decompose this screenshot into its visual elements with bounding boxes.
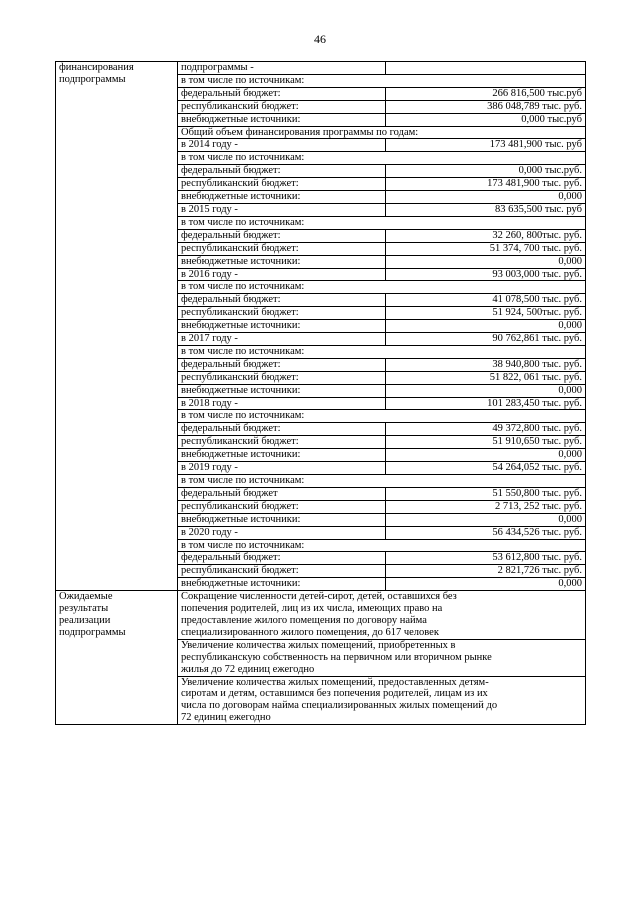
financing-amount: 83 635,500 тыс. руб xyxy=(386,203,586,216)
financing-amount: 0,000 xyxy=(386,255,586,268)
expected-result-line: республиканскую собственность на первичном или вторичном рынке xyxy=(181,651,492,663)
expected-result-line: специализированного жилого помещения, до 617 человек xyxy=(181,626,439,638)
financing-amount: 0,000 xyxy=(386,513,586,526)
financing-amount: 386 048,789 тыс. руб. xyxy=(386,100,586,113)
expected-result-line: Сокращение численности детей-сирот, детей, оставшихся без xyxy=(181,591,457,603)
financing-amount: 0,000 тыс.руб. xyxy=(386,165,586,178)
results-label-line: реализации xyxy=(59,614,111,626)
financing-source-label: федеральный бюджет: xyxy=(178,423,386,436)
results-label-line: Ожидаемые xyxy=(59,591,113,603)
financing-source-label: в том числе по источникам: xyxy=(178,74,586,87)
financing-amount: 53 612,800 тыс. руб. xyxy=(386,552,586,565)
expected-result-line: Увеличение количества жилых помещений, приобретенных в xyxy=(181,639,456,651)
expected-result-text xyxy=(178,639,586,676)
financing-amount: 101 283,450 тыс. руб. xyxy=(386,397,586,410)
financing-amount: 0,000 xyxy=(386,578,586,591)
financing-source-label: в том числе по источникам: xyxy=(178,345,586,358)
financing-source-label: Общий объем финансирования программы по годам: xyxy=(178,126,586,139)
financing-amount: 0,000 xyxy=(386,191,586,204)
financing-source-label: внебюджетные источники: xyxy=(178,113,386,126)
financing-amount xyxy=(386,62,586,75)
financing-amount: 93 003,000 тыс. руб. xyxy=(386,268,586,281)
financing-source-label: внебюджетные источники: xyxy=(178,191,386,204)
financing-source-label: федеральный бюджет: xyxy=(178,358,386,371)
financing-amount: 51 822, 061 тыс. руб. xyxy=(386,371,586,384)
financing-amount: 51 374, 700 тыс. руб. xyxy=(386,242,586,255)
financing-source-label: в 2015 году - xyxy=(178,203,386,216)
result-row xyxy=(56,591,586,640)
program-table xyxy=(55,61,586,725)
financing-amount: 54 264,052 тыс. руб. xyxy=(386,462,586,475)
expected-result-line: числа по договорам найма специализированных жилых помещений до xyxy=(181,700,498,712)
financing-source-label: внебюджетные источники: xyxy=(178,384,386,397)
financing-source-label: федеральный бюджет: xyxy=(178,552,386,565)
financing-source-label: подпрограммы - xyxy=(178,62,386,75)
financing-label-line: подпрограммы xyxy=(59,73,126,85)
financing-source-label: внебюджетные источники: xyxy=(178,513,386,526)
financing-source-label: республиканский бюджет: xyxy=(178,100,386,113)
results-label-line: результаты xyxy=(59,603,109,615)
financing-source-label: в 2014 году - xyxy=(178,139,386,152)
expected-result-text xyxy=(178,676,586,725)
financing-source-label: республиканский бюджет: xyxy=(178,565,386,578)
financing-source-label: внебюджетные источники: xyxy=(178,449,386,462)
financing-amount: 51 910,650 тыс. руб. xyxy=(386,436,586,449)
financing-source-label: федеральный бюджет: xyxy=(178,229,386,242)
expected-result-line: сиротам и детям, оставшимся без попечения родителей, лицам из их xyxy=(181,688,488,700)
financing-source-label: республиканский бюджет: xyxy=(178,307,386,320)
financing-amount: 32 260, 800тыс. руб. xyxy=(386,229,586,242)
financing-amount: 51 924, 500тыс. руб. xyxy=(386,307,586,320)
financing-source-label: в том числе по источникам: xyxy=(178,216,586,229)
financing-amount: 2 821,726 тыс. руб. xyxy=(386,565,586,578)
financing-amount: 0,000 тыс.руб xyxy=(386,113,586,126)
expected-result-line: предоставление жилого помещения по договору найма xyxy=(181,614,427,626)
financing-amount: 2 713, 252 тыс. руб. xyxy=(386,500,586,513)
expected-result-line: попечения родителей, лиц из их числа, имеющих право на xyxy=(181,603,443,615)
expected-result-line: Увеличение количества жилых помещений, предоставленных детям- xyxy=(181,676,489,688)
financing-source-label: республиканский бюджет: xyxy=(178,500,386,513)
page-number: 46 xyxy=(314,32,326,46)
financing-amount: 0,000 xyxy=(386,384,586,397)
financing-amount: 41 078,500 тыс. руб. xyxy=(386,294,586,307)
financing-source-label: республиканский бюджет: xyxy=(178,242,386,255)
financing-source-label: в том числе по источникам: xyxy=(178,152,586,165)
financing-amount: 49 372,800 тыс. руб. xyxy=(386,423,586,436)
financing-amount: 38 940,800 тыс. руб. xyxy=(386,358,586,371)
financing-source-label: в 2020 году - xyxy=(178,526,386,539)
expected-result-line: 72 единиц ежегодно xyxy=(181,712,271,724)
financing-amount: 51 550,800 тыс. руб. xyxy=(386,487,586,500)
financing-section-label xyxy=(56,62,178,591)
financing-source-label: в 2017 году - xyxy=(178,333,386,346)
financing-source-label: в том числе по источникам: xyxy=(178,410,586,423)
financing-source-label: в 2018 году - xyxy=(178,397,386,410)
financing-amount: 90 762,861 тыс. руб. xyxy=(386,333,586,346)
financing-amount: 0,000 xyxy=(386,449,586,462)
results-section-label xyxy=(56,591,178,725)
financing-source-label: внебюджетные источники: xyxy=(178,320,386,333)
financing-source-label: федеральный бюджет: xyxy=(178,294,386,307)
financing-source-label: в том числе по источникам: xyxy=(178,475,586,488)
financing-source-label: федеральный бюджет: xyxy=(178,165,386,178)
financing-amount: 173 481,900 тыс. руб. xyxy=(386,178,586,191)
financing-amount: 56 434,526 тыс. руб. xyxy=(386,526,586,539)
financing-amount: 173 481,900 тыс. руб xyxy=(386,139,586,152)
financing-source-label: внебюджетные источники: xyxy=(178,578,386,591)
financing-label-line: финансирования xyxy=(59,62,134,73)
financing-source-label: в 2016 году - xyxy=(178,268,386,281)
financing-source-label: в 2019 году - xyxy=(178,462,386,475)
financing-row xyxy=(56,62,586,75)
expected-result-line: жилья до 72 единиц ежегодно xyxy=(181,663,315,675)
financing-source-label: внебюджетные источники: xyxy=(178,255,386,268)
financing-source-label: в том числе по источникам: xyxy=(178,539,586,552)
expected-result-text xyxy=(178,591,586,640)
financing-source-label: республиканский бюджет: xyxy=(178,178,386,191)
financing-amount: 0,000 xyxy=(386,320,586,333)
financing-source-label: федеральный бюджет: xyxy=(178,87,386,100)
financing-amount: 266 816,500 тыс.руб xyxy=(386,87,586,100)
results-label-line: подпрограммы xyxy=(59,626,126,638)
financing-source-label: федеральный бюджет xyxy=(178,487,386,500)
financing-source-label: республиканский бюджет: xyxy=(178,436,386,449)
financing-source-label: в том числе по источникам: xyxy=(178,281,586,294)
financing-source-label: республиканский бюджет: xyxy=(178,371,386,384)
